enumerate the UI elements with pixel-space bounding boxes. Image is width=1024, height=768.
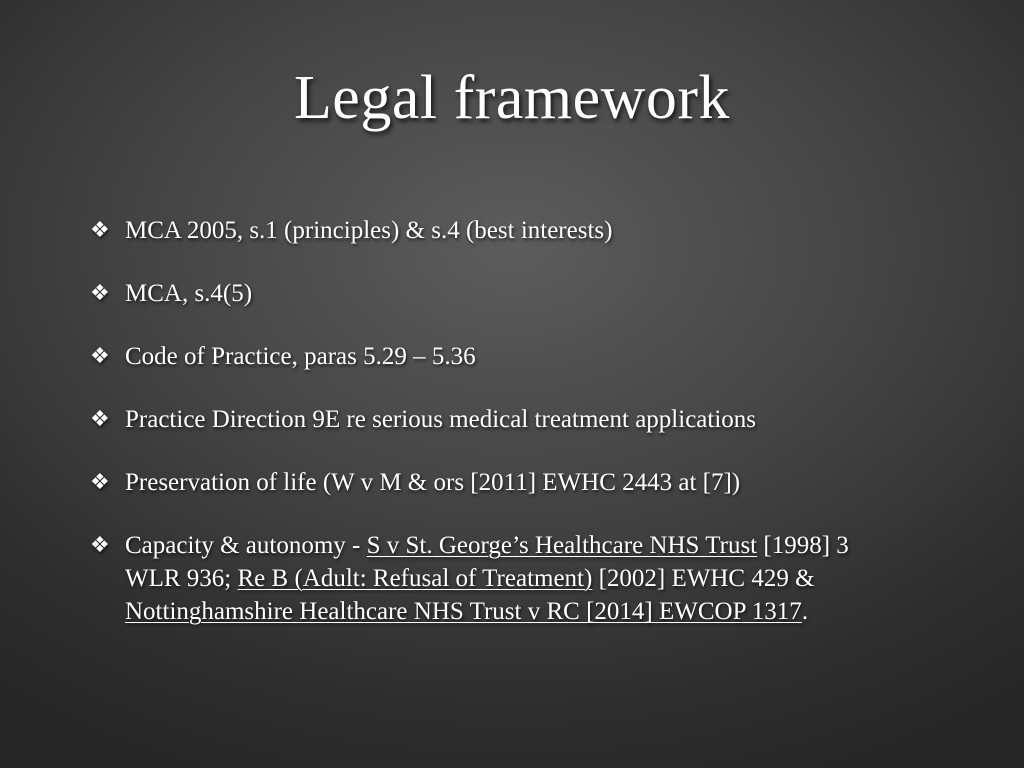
bullet-text-mid: [2002] EWHC 429 & (592, 565, 815, 592)
case-link-st-georges[interactable]: S v St. George’s Healthcare NHS Trust (366, 532, 758, 559)
bullet-text: Practice Direction 9E re serious medical treatment applications (125, 406, 757, 433)
diamond-bullet-icon: ❖ (90, 407, 110, 432)
diamond-bullet-icon: ❖ (90, 281, 110, 306)
diamond-bullet-icon: ❖ (90, 470, 110, 495)
bullet-list (90, 214, 900, 658)
bullet-item-1 (90, 214, 900, 247)
bullet-text: Code of Practice, paras 5.29 – 5.36 (125, 343, 476, 370)
bullet-text-mid: [1998] 3 WLR 936; (125, 532, 849, 592)
slide-title: Legal framework (293, 64, 731, 132)
bullet-item-4 (90, 403, 900, 436)
diamond-bullet-icon: ❖ (90, 344, 110, 369)
bullet-item-6 (90, 529, 900, 628)
diamond-bullet-icon: ❖ (90, 218, 110, 243)
bullet-text: MCA 2005, s.1 (principles) & s.4 (best interests) (125, 217, 613, 244)
case-link-nottinghamshire[interactable]: Nottinghamshire Healthcare NHS Trust v RC [2014] EWCOP 1317 (125, 598, 802, 625)
bullet-text: Preservation of life (W v M & ors [2011] EWHC 2443 at [7]) (125, 469, 741, 496)
diamond-bullet-icon: ❖ (90, 533, 110, 558)
bullet-text-prefix: Capacity & autonomy - (125, 532, 367, 559)
bullet-text-suffix: . (801, 598, 809, 625)
bullet-item-3 (90, 340, 900, 373)
case-link-re-b[interactable]: Re B (Adult: Refusal of Treatment) (237, 565, 593, 592)
bullet-text: MCA, s.4(5) (125, 280, 253, 307)
bullet-item-5 (90, 466, 900, 499)
bullet-item-2 (90, 277, 900, 310)
